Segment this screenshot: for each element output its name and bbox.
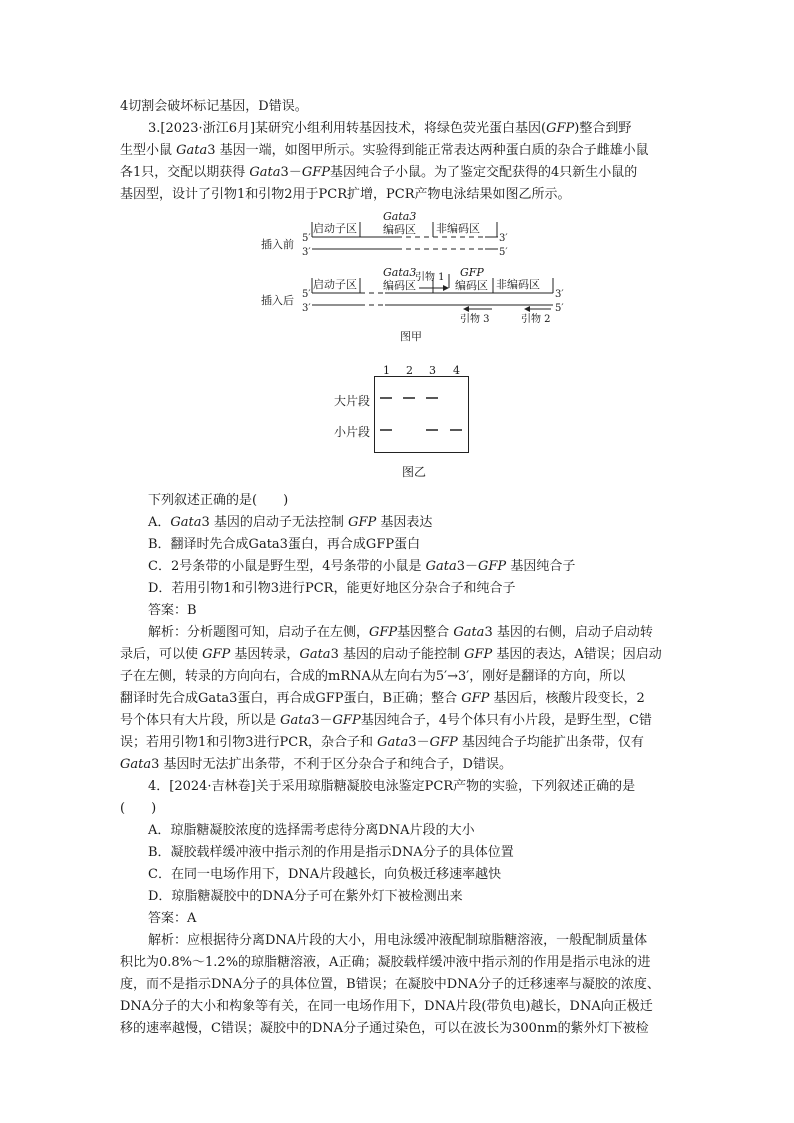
paragraph-line: 移的速率越慢，C错误；凝胶中的DNA分子通过染色，可以在波长为300nm的紫外灯下被检 (120, 1021, 649, 1036)
paragraph-line: A．琼脂糖凝胶浓度的选择需考虑待分离DNA片段的大小 (148, 823, 475, 838)
coding-label: 编码区 (383, 279, 416, 292)
coding-label: 编码区 (383, 223, 416, 236)
paragraph-line: 3.[2023·浙江6月]某研究小组利用转基因技术，将绿色荧光蛋白基因(GFP)整合到野 (148, 121, 632, 136)
paragraph-line: A．Gata3 基因的启动子无法控制 GFP 基因表达 (148, 515, 433, 530)
figure-a-caption: 图甲 (400, 330, 422, 343)
primer-1-label: 引物 1 (415, 272, 445, 283)
paragraph-line: 基因型，设计了引物1和引物2用于PCR扩增，PCR产物电泳结果如图乙所示。 (120, 187, 571, 202)
paragraph-line: 度，而不是指示DNA分子的具体位置，B错误；在凝胶中DNA分子的迁移速率与凝胶的浓度、 (120, 977, 660, 992)
paragraph-line: 下列叙述正确的是( ) (148, 493, 289, 508)
figure-a (255, 208, 575, 348)
paragraph-line: DNA分子的大小和构象等有关，在同一电场作用下，DNA片段(带负电)越长，DNA向正极迁 (120, 999, 653, 1014)
lane-label: 4 (453, 364, 460, 377)
coding-label: 编码区 (455, 279, 488, 292)
three-prime-label: 3′ (555, 289, 564, 300)
paragraph-line: 生型小鼠 Gata3 基因一端，如图甲所示。实验得到能正常表达两种蛋白质的杂合子雌雄小鼠 (120, 143, 649, 158)
five-prime-label: 5′ (555, 303, 564, 314)
figure-b-caption: 图乙 (402, 465, 427, 479)
paragraph-line: 4切割会破坏标记基因，D错误。 (120, 99, 308, 114)
lane-label: 1 (383, 364, 390, 377)
paragraph-line: 积比为0.8%～1.2%的琼脂糖溶液，A正确；凝胶载样缓冲液中指示剂的作用是指示电泳的进 (120, 955, 651, 970)
paragraph-line: 答案：A (148, 911, 197, 926)
figure-b-small-label: 小片段 (334, 425, 371, 439)
paragraph-line: B．翻译时先合成Gata3蛋白，再合成GFP蛋白 (148, 537, 421, 552)
figure-b-large-label: 大片段 (334, 394, 371, 408)
noncoding-label: 非编码区 (436, 222, 480, 235)
gel-figure (374, 364, 470, 454)
paragraph-line: B．凝胶载样缓冲液中指示剂的作用是指示DNA分子的具体位置 (148, 845, 514, 860)
gel-frame (375, 377, 469, 453)
five-prime-label: 5′ (302, 289, 311, 300)
five-prime-label: 5′ (499, 247, 508, 258)
three-prime-label: 3′ (302, 247, 311, 258)
paragraph-line: Gata3 基因时无法扩出条带，不利于区分杂合子和纯合子，D错误。 (120, 757, 512, 772)
paragraph-line: 解析：分析题图可知，启动子在左侧，GFP基因整合 Gata3 基因的右侧，启动子启动转 (148, 625, 653, 640)
paragraph-line: 各1只，交配以期获得 Gata3－GFP基因纯合子小鼠。为了鉴定交配获得的4只新生小鼠的 (120, 165, 638, 180)
gfp-label: GFP (460, 266, 484, 279)
gata3-label: Gata3 (383, 266, 417, 279)
paragraph-line: C．2号条带的小鼠是野生型，4号条带的小鼠是 Gata3－GFP 基因纯合子 (148, 559, 576, 574)
promoter-label: 启动子区 (313, 222, 357, 235)
five-prime-label: 5′ (302, 233, 311, 244)
paragraph-line: 子在左侧，转录的方向向右，合成的mRNA从左向右为5′→3′，刚好是翻译的方向，所以 (120, 669, 626, 684)
three-prime-label: 3′ (302, 303, 311, 314)
noncoding-label: 非编码区 (496, 278, 540, 291)
paragraph-line: D．琼脂糖凝胶中的DNA分子可在紫外灯下被检测出来 (148, 889, 463, 904)
paragraph-line: 号个体只有大片段，所以是 Gata3－GFP基因纯合子，4号个体只有小片段，是野生型，C错 (120, 713, 652, 728)
three-prime-label: 3′ (499, 233, 508, 244)
paragraph-line: 翻译时先合成Gata3蛋白，再合成GFP蛋白，B正确；整合 GFP 基因后，核酸片段变长，2 (120, 691, 645, 706)
paragraph-line: 录后，可以使 GFP 基因转录，Gata3 基因的启动子能控制 GFP 基因的表达，A错误；因启动 (120, 647, 662, 662)
paragraph-line: D．若用引物1和引物3进行PCR，能更好地区分杂合子和纯合子 (148, 581, 516, 596)
paragraph-line: C．在同一电场作用下，DNA片段越长，向负极迁移速率越快 (148, 867, 502, 882)
paragraph-line: 误；若用引物1和引物3进行PCR，杂合子和 Gata3－GFP 基因纯合子均能扩出条带，仅有 (120, 735, 644, 750)
lane-label: 3 (429, 364, 436, 377)
row-before-label: 插入前 (261, 238, 294, 251)
primer-2-label: 引物 2 (521, 314, 551, 325)
lane-label: 2 (406, 364, 413, 377)
paragraph-line: 解析：应根据待分离DNA片段的大小，用电泳缓冲液配制琼脂糖溶液，一般配制质量体 (148, 933, 648, 948)
paragraph-line: 答案：B (148, 603, 197, 618)
primer-3-label: 引物 3 (460, 314, 490, 325)
promoter-label: 启动子区 (313, 278, 357, 291)
row-after-label: 插入后 (261, 294, 294, 307)
paragraph-line: ( ) (120, 801, 157, 816)
paragraph-line: 4．[2024·吉林卷]关于采用琼脂糖凝胶电泳鉴定PCR产物的实验，下列叙述正确的是 (148, 779, 636, 794)
gata3-top-label: Gata3 (383, 210, 417, 223)
